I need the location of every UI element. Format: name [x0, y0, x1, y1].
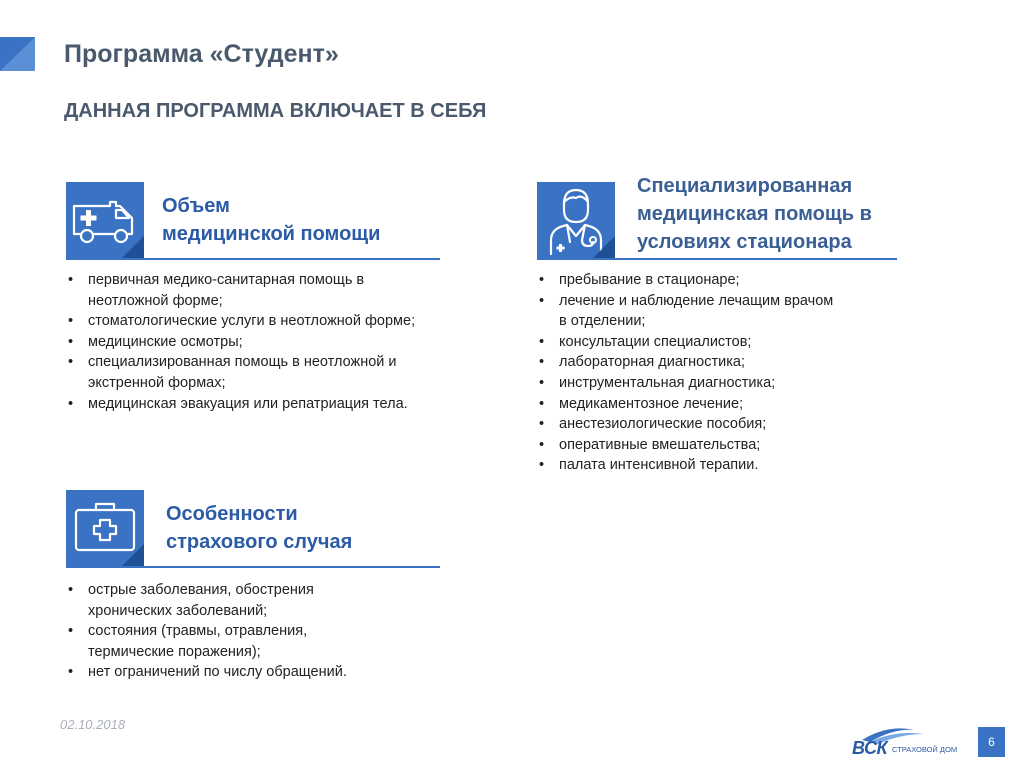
- section-title-insurance-case: [166, 500, 352, 556]
- title-line: страхового случая: [166, 531, 353, 553]
- page-subtitle: ДАННАЯ ПРОГРАММА ВКЛЮЧАЕТ В СЕБЯ: [64, 100, 487, 122]
- list-item: • острые заболевания, обострения хронических заболеваний;: [66, 580, 376, 621]
- logo-text: ВСК: [852, 738, 888, 758]
- title-line: условиях стационара: [637, 231, 852, 253]
- corner-accent-mark: [0, 37, 35, 71]
- list-item: • состояния (травмы, отравления, термические поражения);: [66, 621, 358, 662]
- list-insurance-case: [66, 580, 376, 683]
- list-item: • медикаментозное лечение;: [537, 394, 837, 415]
- list-item: • пребывание в стационаре;: [537, 270, 837, 291]
- section-title-medical-volume: [162, 192, 380, 248]
- section-title-inpatient-care: [637, 172, 872, 256]
- logo-subtext: СТРАХОВОЙ ДОМ: [892, 745, 958, 754]
- list-item: • палата интенсивной терапии.: [537, 455, 837, 476]
- title-line: медицинская помощь в: [637, 203, 872, 225]
- list-item: • лабораторная диагностика;: [537, 352, 837, 373]
- list-item: • анестезиологические пособия;: [537, 414, 837, 435]
- page-number: 6: [978, 727, 1005, 757]
- ambulance-icon: [66, 182, 144, 258]
- title-line: Объем: [162, 195, 230, 217]
- vsk-logo: [848, 724, 960, 758]
- list-item: • первичная медико-санитарная помощь в неотложной форме;: [66, 270, 446, 311]
- list-item: • специализированная помощь в неотложной и экстренной формах;: [66, 352, 446, 393]
- footer-date: 02.10.2018: [60, 717, 126, 732]
- list-item: • лечение и наблюдение лечащим врачом в отделении;: [537, 291, 839, 332]
- list-item: • консультации специалистов;: [537, 332, 837, 353]
- list-item: • медицинская эвакуация или репатриация тела.: [66, 394, 440, 415]
- section-underline: [66, 258, 440, 260]
- list-inpatient-care: [537, 270, 837, 476]
- list-item: • инструментальная диагностика;: [537, 373, 837, 394]
- section-underline: [537, 258, 897, 260]
- title-line: Специализированная: [637, 175, 853, 197]
- list-medical-volume: [66, 270, 446, 414]
- section-underline: [66, 566, 440, 568]
- title-line: медицинской помощи: [162, 223, 381, 245]
- list-item: • стоматологические услуги в неотложной форме;: [66, 311, 446, 332]
- page-title: Программа «Студент»: [64, 40, 339, 68]
- list-item: • нет ограничений по числу обращений.: [66, 662, 428, 683]
- doctor-icon: [537, 182, 615, 258]
- first-aid-kit-icon: [66, 490, 144, 566]
- title-line: Особенности: [166, 503, 298, 525]
- list-item: • медицинские осмотры;: [66, 332, 446, 353]
- list-item: • оперативные вмешательства;: [537, 435, 837, 456]
